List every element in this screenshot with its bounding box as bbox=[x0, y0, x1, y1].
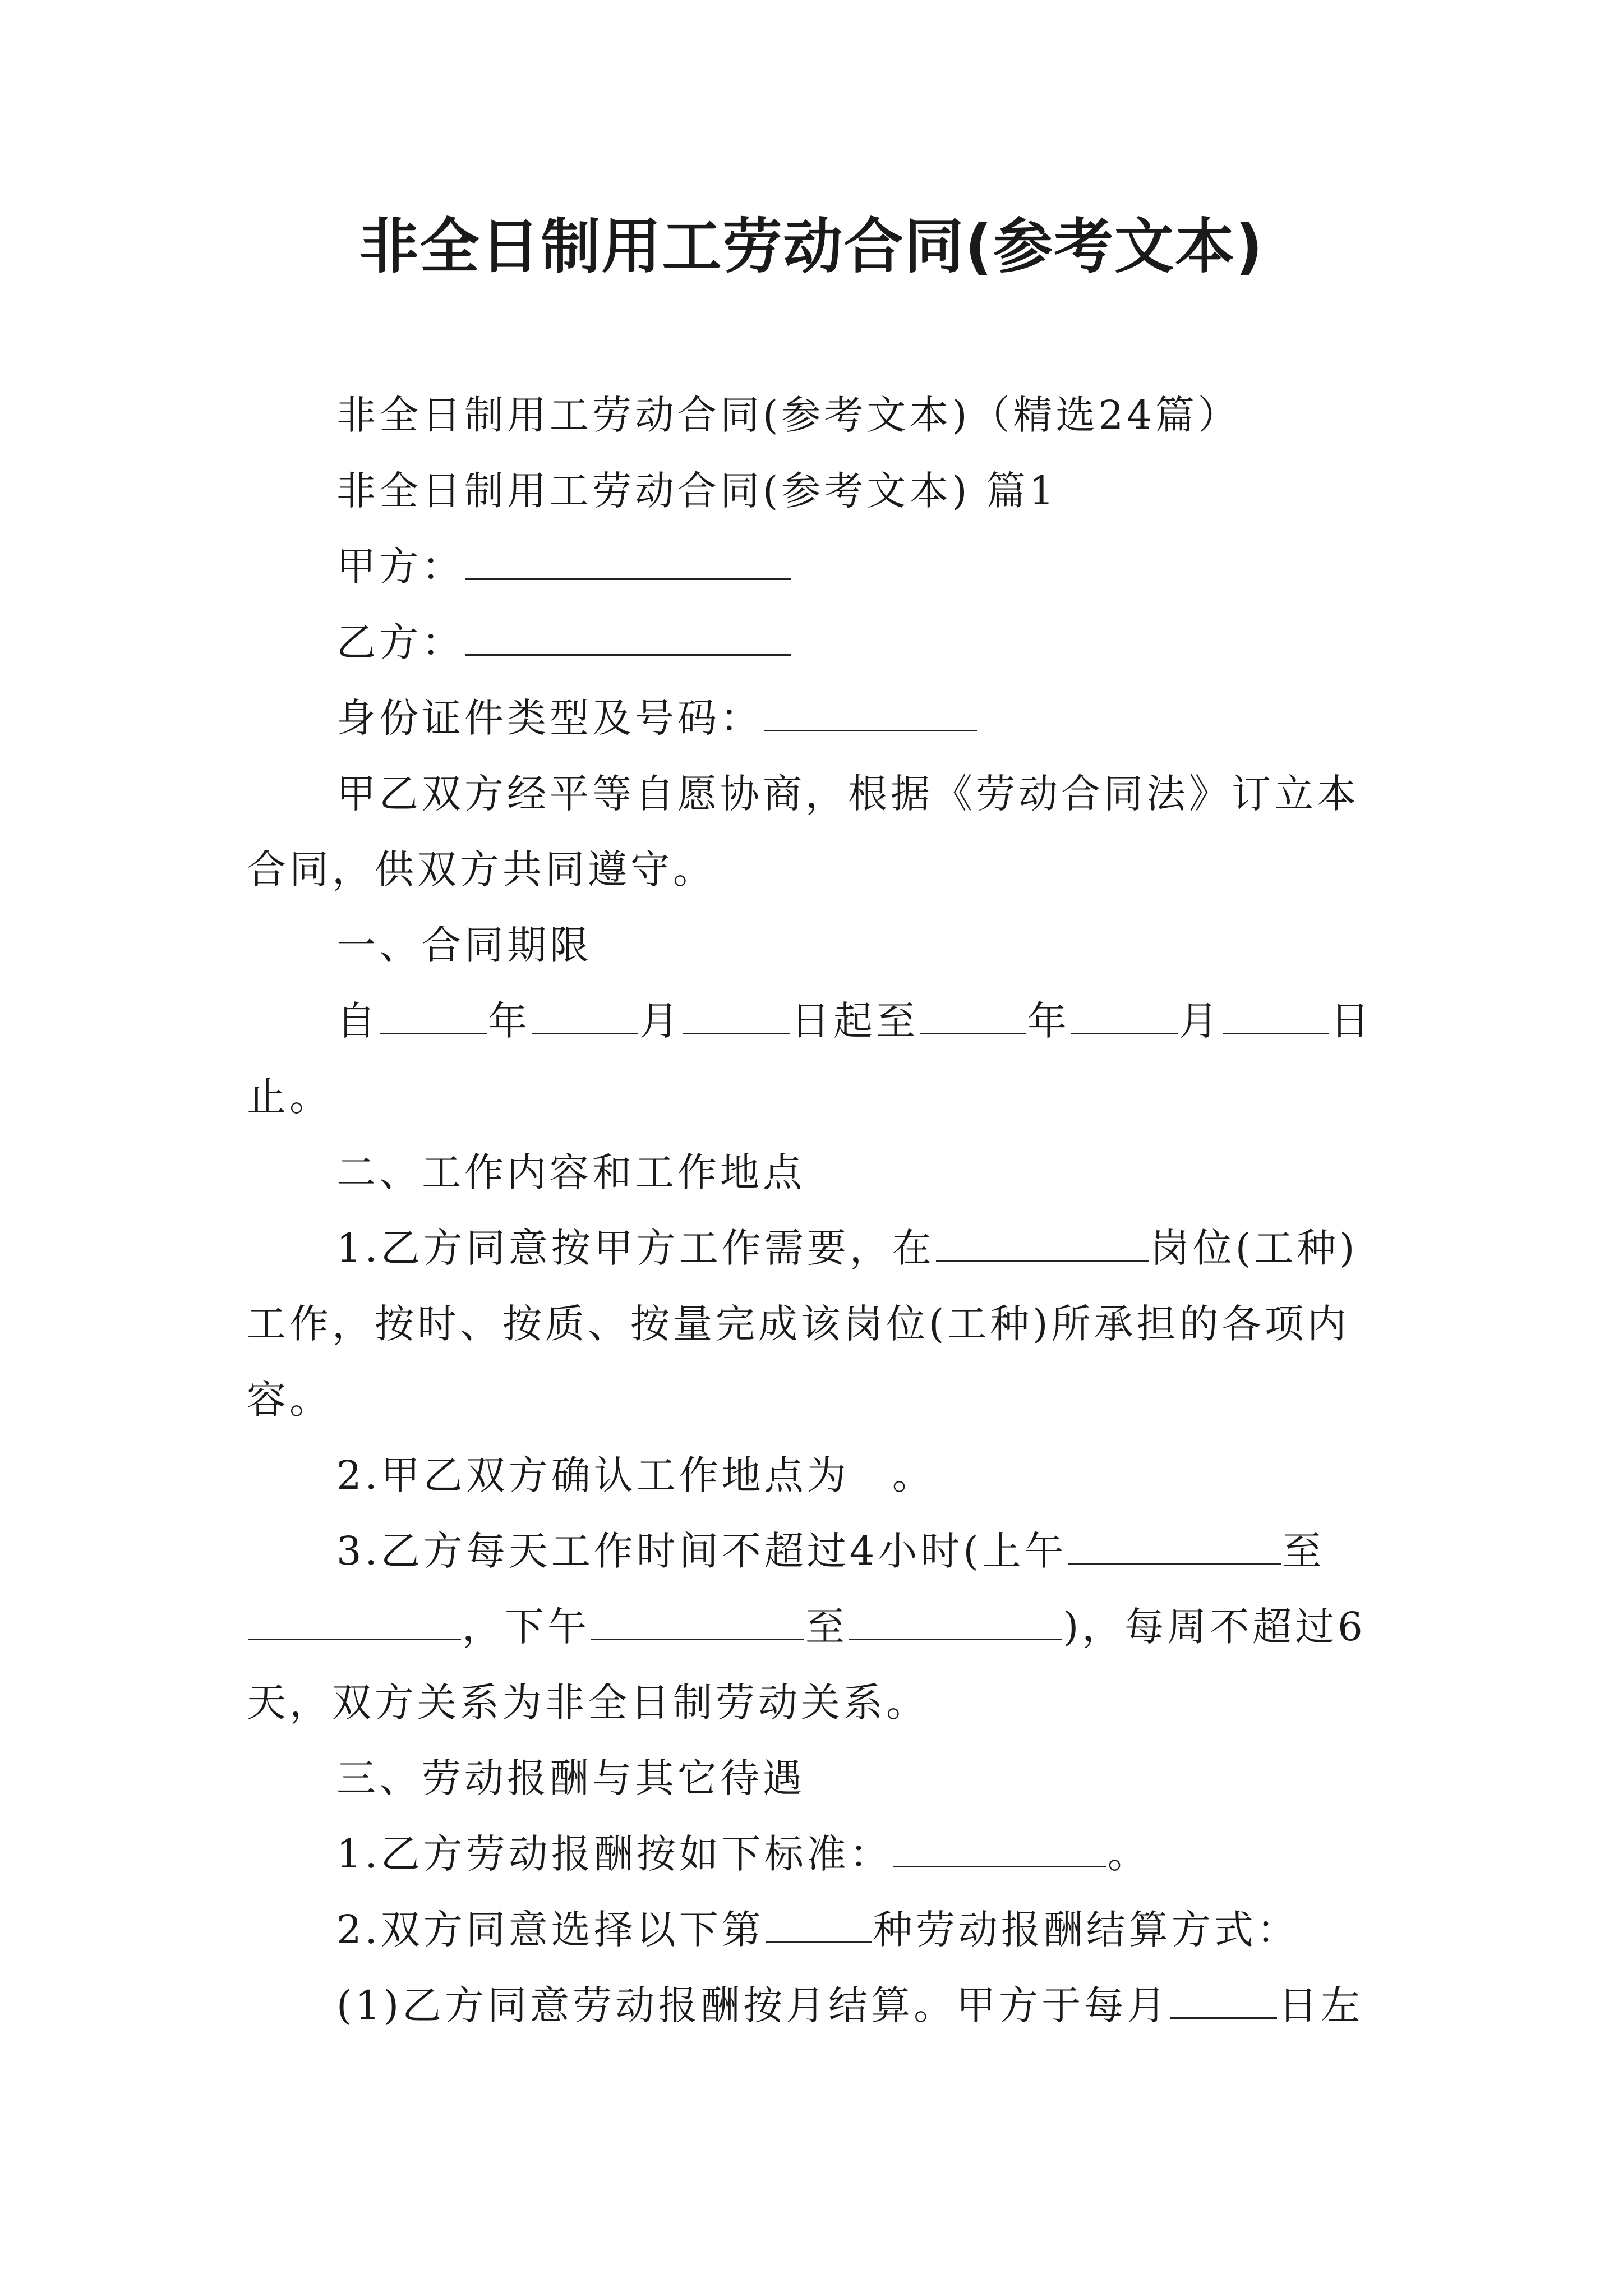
text: 日起至 bbox=[791, 998, 919, 1044]
text: 月 bbox=[1179, 998, 1221, 1044]
year-blank bbox=[920, 1000, 1026, 1034]
text: 年 bbox=[1027, 998, 1070, 1044]
time-blank bbox=[1068, 1530, 1281, 1565]
text: (1)乙方同意劳动报酬按月结算。甲方于每月 bbox=[336, 1982, 1170, 2028]
party-a-label: 甲方： bbox=[336, 544, 464, 590]
text: 年 bbox=[488, 998, 531, 1044]
text: 至 bbox=[1282, 1528, 1325, 1574]
time-blank bbox=[849, 1606, 1062, 1640]
option-blank bbox=[766, 1909, 872, 1943]
paragraph-line bbox=[336, 1983, 1363, 2028]
term-line bbox=[336, 999, 1373, 1043]
text: 1.乙方劳动报酬按如下标准： bbox=[336, 1831, 892, 1877]
paragraph-line: 甲乙双方经平等自愿协商，根据《劳动合同法》订立本 bbox=[336, 771, 1359, 817]
text: 3.乙方每天工作时间不超过4小时(上午 bbox=[336, 1528, 1067, 1574]
id-line bbox=[336, 696, 978, 740]
subtitle-line: 非全日制用工劳动合同(参考文本)（精选24篇） bbox=[336, 392, 1241, 438]
text: ，下午 bbox=[462, 1604, 590, 1650]
text: 日 bbox=[1330, 998, 1373, 1044]
section-heading: 一、合同期限 bbox=[336, 922, 592, 968]
day-blank bbox=[1223, 1000, 1329, 1034]
salary-blank bbox=[893, 1833, 1106, 1867]
section-heading: 二、工作内容和工作地点 bbox=[336, 1149, 805, 1195]
text: 日左 bbox=[1278, 1982, 1364, 2028]
document-title: 非全日制用工劳动合同(参考文本) bbox=[359, 212, 1264, 281]
paragraph-line bbox=[247, 1604, 1366, 1649]
text: 种劳动报酬结算方式： bbox=[873, 1907, 1299, 1953]
paragraph-line: 工作，按时、按质、按量完成该岗位(工种)所承担的各项内 bbox=[247, 1301, 1350, 1347]
year-blank bbox=[380, 1000, 487, 1034]
month-blank bbox=[532, 1000, 638, 1034]
paragraph-line bbox=[336, 1226, 1358, 1271]
paragraph-line: 止。 bbox=[247, 1074, 332, 1120]
text: 。 bbox=[1107, 1831, 1150, 1877]
text: 自 bbox=[336, 998, 379, 1044]
month-blank bbox=[1071, 1000, 1178, 1034]
party-a-blank bbox=[465, 546, 791, 580]
text: 月 bbox=[639, 998, 682, 1044]
day-blank bbox=[1170, 1985, 1277, 2019]
id-blank bbox=[764, 697, 977, 731]
party-b-blank bbox=[465, 622, 791, 656]
position-blank bbox=[936, 1227, 1149, 1262]
paragraph-line: 2.甲乙双方确认工作地点为 。 bbox=[336, 1452, 935, 1498]
paragraph-line: 合同，供双方共同遵守。 bbox=[247, 846, 716, 892]
time-blank bbox=[248, 1606, 461, 1640]
day-blank bbox=[683, 1000, 790, 1034]
paragraph-line bbox=[336, 1832, 1150, 1876]
party-b-line bbox=[336, 620, 792, 665]
paragraph-line bbox=[336, 1529, 1325, 1573]
text: )，每周不超过6 bbox=[1063, 1604, 1366, 1650]
text: 2.双方同意选择以下第 bbox=[336, 1907, 764, 1953]
section-heading: 三、劳动报酬与其它待遇 bbox=[336, 1755, 805, 1801]
party-a-line bbox=[336, 544, 792, 589]
paragraph-line: 天，双方关系为非全日制劳动关系。 bbox=[247, 1680, 929, 1726]
section-heading-article-1: 非全日制用工劳动合同(参考文本) 篇1 bbox=[336, 468, 1058, 514]
text: 至 bbox=[805, 1604, 848, 1650]
text: 1.乙方同意按甲方工作需要，在 bbox=[336, 1225, 935, 1271]
time-blank bbox=[591, 1606, 804, 1640]
party-b-label: 乙方： bbox=[336, 619, 464, 665]
text: 岗位(工种) bbox=[1150, 1225, 1358, 1271]
id-label: 身份证件类型及号码： bbox=[336, 695, 763, 741]
paragraph-line bbox=[336, 1907, 1299, 1952]
paragraph-line: 容。 bbox=[247, 1377, 332, 1423]
